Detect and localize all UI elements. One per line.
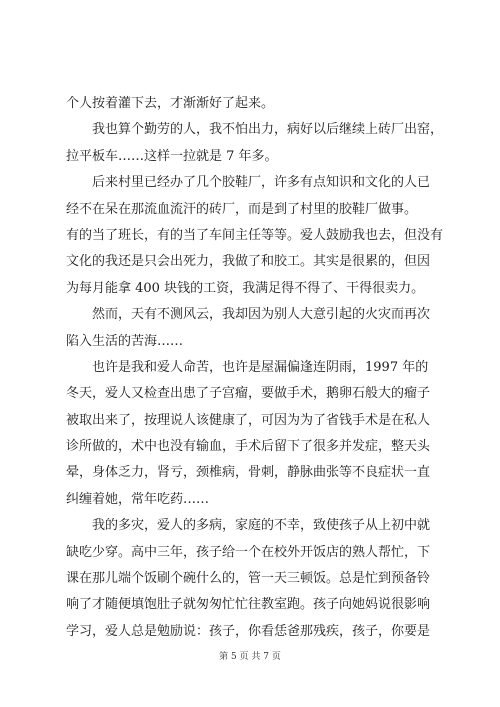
text-line: 然而，天有不测风云，我却因为别人大意引起的火灾而再次 — [92, 307, 431, 323]
text-line: 缺吃少穿。高中三年，孩子给一个在校外开饭店的熟人帮忙，下 — [66, 544, 431, 560]
text-line: 我的多灾，爱人的多病，家庭的不幸，致使孩子从上初中就 — [92, 518, 431, 534]
text-line: 纠缠着她，常年吃药…… — [66, 491, 210, 507]
text-line: 被取出来了，按理说人该健康了，可因为为了省钱手术是在私人 — [66, 412, 431, 428]
text-line: 陷入生活的苦海…… — [66, 333, 184, 349]
text-line: 个人按着灌下去，才渐渐好了起来。 — [66, 96, 275, 111]
text-line: 也许是我和爱人命苦，也许是屋漏偏逢连阴雨，1997 年的 — [92, 359, 429, 375]
text-line: 学习，爱人总是勉励说：孩子，你看恁爸那残疾，孩子，你要是 — [66, 623, 431, 639]
text-line: 冬天，爱人又检查出患了子宫瘤，要做手术，鹅卵石般大的瘤子 — [66, 386, 431, 402]
text-line: 后来村里已经办了几个胶鞋厂，许多有点知识和文化的人已 — [92, 175, 431, 191]
text-line: 拉平板车……这样一拉就是 7 年多。 — [66, 148, 278, 164]
text-line: 我也算个勤劳的人，我不怕出力，病好以后继续上砖厂出窑， — [92, 122, 444, 138]
text-line: 为每月能拿 400 块钱的工资，我满足得不得了、干得很卖力。 — [66, 280, 425, 296]
text-line: 课在那儿端个饭刷个碗什么的，管一天三顿饭。总是忙到预备铃 — [66, 571, 431, 587]
text-line: 有的当了班长，有的当了车间主任等等。爱人鼓励我也去，但没有 — [66, 227, 444, 243]
text-line: 诊所做的，术中也没有输血，手术后留下了很多并发症，整天头 — [66, 439, 431, 455]
text-line: 文化的我还是只会出死力，我做了和胶工。其实是很累的，但因 — [66, 254, 431, 270]
page-footer: 第 5 页 共 7 页 — [219, 652, 281, 662]
text-line: 经不在呆在那流血流汗的砖厂，而是到了村里的胶鞋厂做事。 — [66, 201, 418, 217]
text-line: 响了才随便填饱肚子就匆匆忙忙往教室跑。孩子向她妈说很影响 — [66, 597, 431, 613]
text-line: 晕，身体乏力，肾亏，颈椎病，骨刺，静脉曲张等不良症状一直 — [66, 465, 431, 481]
body-text — [66, 91, 444, 645]
